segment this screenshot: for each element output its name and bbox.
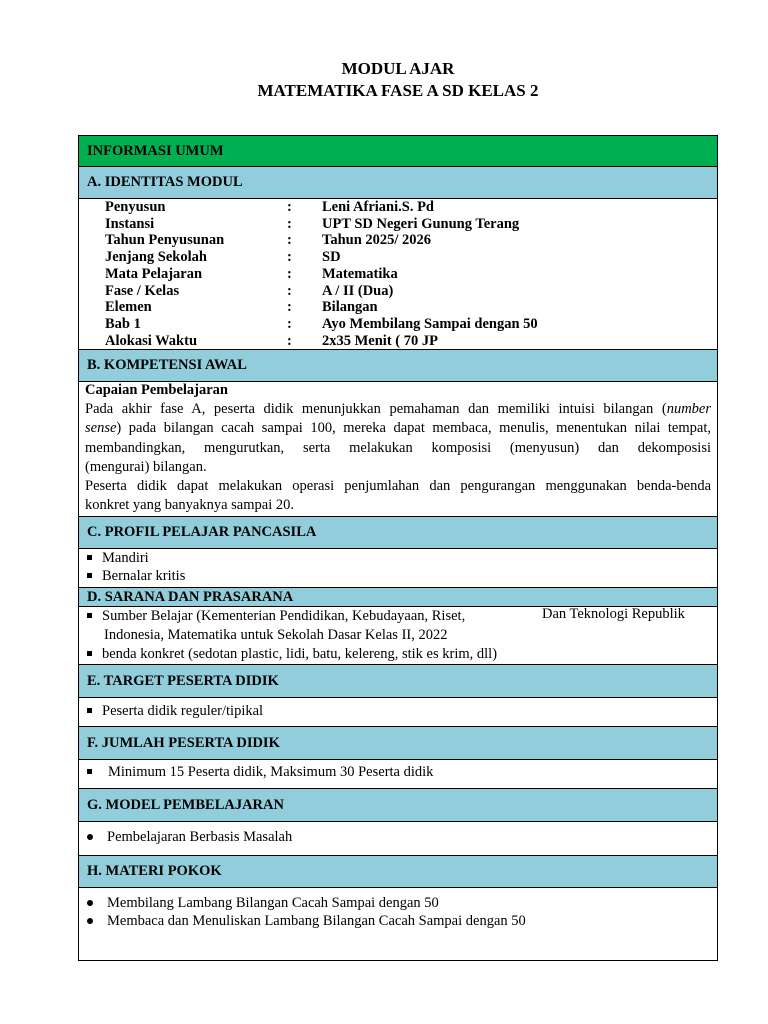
square-bullet-icon [87,708,92,713]
section-competence-header: B. KOMPETENSI AWAL [79,350,717,382]
list-item [87,702,263,721]
competence-text-run: ) pada bilangan cacah sampai 100, mereka dapat membaca, menulis, menentukan nilai tempat, [116,420,711,437]
target-body [79,698,717,727]
list-item-text: Pembelajaran Berbasis Masalah [107,829,293,845]
identity-value: UPT SD Negeri Gunung Terang [322,215,520,232]
identity-value: Matematika [322,265,398,282]
identity-label: Alokasi Waktu [105,332,198,349]
section-model-header: G. MODEL PEMBELAJARAN [79,789,717,822]
identity-value: A / II (Dua) [322,282,394,299]
identity-table [79,199,717,350]
list-item-text: Minimum 15 Peserta didik, Maksimum 30 Peserta didik [108,764,434,780]
list-item-text: Sumber Belajar (Kementerian Pendidikan, Kebudayaan, Riset, [102,608,466,624]
identity-label: Jenjang Sekolah [105,249,207,266]
list-item-text: Mandiri [102,550,149,566]
competence-line: Peserta didik dapat melakukan operasi penjumlahan dan pengurangan menggunakan benda-benda [85,478,711,495]
identity-colon: : [287,282,292,299]
competence-line [85,400,711,419]
identity-colon: : [287,232,292,249]
round-bullet-icon [87,918,93,924]
facilities-body [79,607,717,665]
round-bullet-icon [87,900,93,906]
square-bullet-icon [87,769,92,774]
competence-line: membandingkan, mengurutkan, serta melakukan komposisi (menyusun) dan dekomposisi [85,439,711,456]
section-facilities-header: D. SARANA DAN PRASARANA [79,588,717,607]
identity-value: Ayo Membilang Sampai dengan 50 [322,315,538,332]
material-body [79,888,717,960]
identity-label: Elemen [105,299,152,316]
section-identity-header: A. IDENTITAS MODUL [79,167,717,199]
square-bullet-icon [87,555,92,560]
list-item-text: benda konkret (sedotan plastic, lidi, batu, kelereng, stik es krim, dll) [102,646,498,662]
module-table [78,135,718,961]
identity-colon: : [287,299,292,316]
identity-colon: : [287,332,292,349]
list-item-text-continued: Dan Teknologi Republik [542,606,685,622]
section-target-header: E. TARGET PESERTA DIDIK [79,665,717,698]
profile-body [79,549,717,588]
list-item [87,912,526,931]
identity-value: Bilangan [322,299,378,316]
identity-label: Tahun Penyusunan [105,232,225,249]
round-bullet-icon [87,834,93,840]
competence-line [85,419,711,438]
list-item [87,607,465,626]
section-count-header: F. JUMLAH PESERTA DIDIK [79,727,717,760]
identity-value: 2x35 Menit ( 70 JP [322,332,438,349]
identity-label: Fase / Kelas [105,282,180,299]
competence-text [85,381,711,515]
competence-line: (mengurai) bilangan. [85,458,207,475]
list-item-text-continued: Indonesia, Matematika untuk Sekolah Dasar Kelas II, 2022 [104,627,448,643]
competence-line: konkret yang banyaknya sampai 20. [85,497,294,514]
identity-colon: : [287,265,292,282]
competence-text-run: Pada akhir fase A, peserta didik menunjukkan pemahaman dan memiliki intuisi bilangan ( [85,401,667,418]
identity-value: Tahun 2025/ 2026 [322,232,432,249]
list-item-text: Membilang Lambang Bilangan Cacah Sampai dengan 50 [107,895,439,911]
competence-emphasis: sense [85,420,117,437]
competence-emphasis: number [666,401,711,418]
identity-label: Mata Pelajaran [105,265,203,282]
list-item-text: Peserta didik reguler/tipikal [102,703,264,719]
list-item [87,549,149,568]
identity-colon: : [287,315,292,332]
competence-body [79,382,717,517]
list-item [87,763,433,782]
count-body [79,760,717,789]
identity-value: Leni Afriani.S. Pd [322,199,434,215]
identity-colon: : [287,215,292,232]
document-title: MODUL AJAR [341,59,455,78]
list-item-text: Membaca dan Menuliskan Lambang Bilangan Cacah Sampai dengan 50 [107,913,526,929]
section-general-header: INFORMASI UMUM [79,136,717,167]
document-subtitle: MATEMATIKA FASE A SD KELAS 2 [257,81,539,100]
list-item [87,894,439,913]
square-bullet-icon [87,573,92,578]
square-bullet-icon [87,651,92,656]
list-item [87,828,292,847]
model-body [79,822,717,856]
section-material-header: H. MATERI POKOK [79,856,717,888]
identity-value: SD [322,249,341,266]
square-bullet-icon [87,613,92,618]
list-item [87,645,497,664]
section-profile-header: C. PROFIL PELAJAR PANCASILA [79,517,717,549]
identity-label: Penyusun [105,199,166,215]
identity-colon: : [287,249,292,266]
list-item [87,567,185,586]
identity-colon: : [287,199,292,215]
identity-label: Bab 1 [105,315,141,332]
identity-label: Instansi [105,215,155,232]
list-item-text: Bernalar kritis [102,568,186,584]
competence-subtitle: Capaian Pembelajaran [85,382,228,398]
